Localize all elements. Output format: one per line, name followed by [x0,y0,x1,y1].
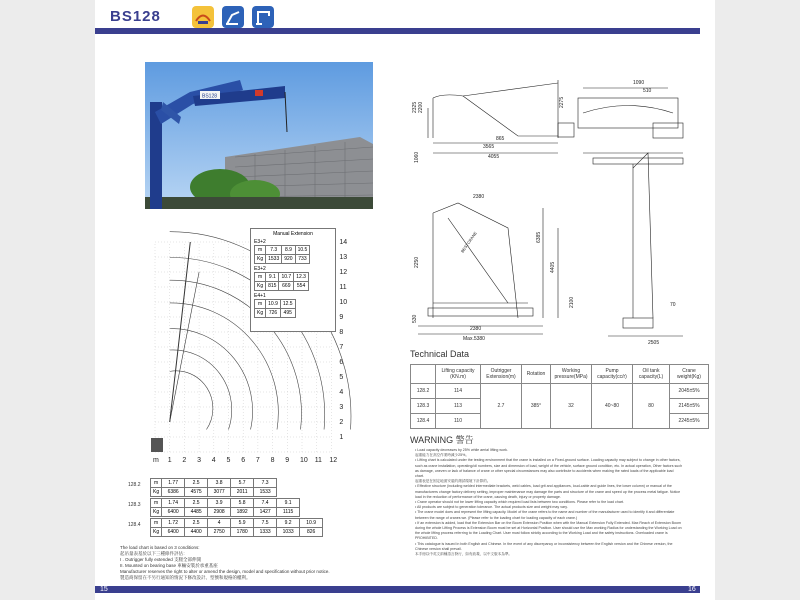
extension-table [254,299,296,318]
x-tick-label: 10 [300,457,308,464]
extension-table [254,272,309,291]
boom-brand-label: BESTCRANE [459,230,478,254]
x-tick-label: 1 [167,457,172,464]
x-tick-label: 4 [211,457,216,464]
load-cell: 7.3 [254,479,277,488]
note-line: 製造商保留在不另行通知的情況下修改設計、型號和規格的權利。 [120,575,251,580]
load-cell: 1333 [254,528,277,537]
dimension-label: 510 [643,88,652,94]
dimension-label: 2505 [648,340,660,346]
tech-pump-cell: 40~80 [592,384,633,429]
tech-weight-cell: 2245±5% [670,414,709,429]
x-tick-label: 12 [329,457,338,464]
warning-title: WARNING 警告 [410,435,474,445]
tech-row [411,384,709,399]
y-tick-label: 14 [339,239,348,246]
tech-header-cell: Working pressure(MPa) [551,365,592,384]
x-tick-label: 11 [314,457,322,464]
manual-extension-box [250,228,336,332]
x-tick-label: 6 [241,457,246,464]
load-cell: 3.9 [208,499,231,508]
y-tick-label: 5 [339,374,344,381]
technical-data-table [410,364,709,429]
extension-cell: 669 [279,282,294,291]
x-tick-label: 9 [285,457,290,464]
extension-cell: 12.3 [294,273,309,282]
load-cell: 5.7 [231,479,254,488]
extension-cell: 8.9 [282,246,295,255]
tech-header-cell: Outrigger Extension(m) [481,365,522,384]
y-tick-label: 2 [339,419,344,426]
tech-lift-cell: 114 [436,384,481,399]
extension-cell: 726 [266,309,281,318]
row-unit: m [151,519,162,528]
load-table-row [151,528,323,537]
load-cell: 2011 [231,488,254,497]
manual-extension-group [254,239,332,264]
load-cell: 10.9 [300,519,323,528]
load-cell: 1115 [277,508,300,517]
side-right-dims [648,302,676,346]
extension-row [255,300,296,309]
y-tick-label: 13 [339,254,348,261]
top-view-dims [412,80,652,163]
tech-weight-cell: 2045±5% [670,384,709,399]
y-tick-label: 8 [339,329,344,336]
load-cell: 1.74 [162,499,185,508]
load-table-row [151,488,277,497]
warning-line: • This catalogue is issued in both English and Chinese. In the event of any discrepancy or inconsistency between the English version and the Chinese version, the Chinese version shall prevail. [415,541,673,551]
tech-lift-cell: 110 [436,414,481,429]
note-line: II. Mounted on bearing base 車輛安裝於承重基座 [120,563,218,568]
tech-header-cell: Crane weight(Kg) [670,365,709,384]
load-cell: 1892 [231,508,254,517]
telescopic-boom-icon [252,6,274,28]
load-cell: 5.9 [231,519,254,528]
x-tick-label: 7 [255,457,260,464]
row-unit: m [255,300,266,309]
load-cell: 3.8 [208,479,231,488]
footer-bar [95,586,700,593]
warning-line: • The crane model does and represent the lifting capacity. Model of the crane refers to the name and number of the manufacturer used to identify it and differentiate between the range of cranes we. (Please refer to the loading chart for loading capacity of each crane.) [415,510,675,520]
model-title: BS128 [110,8,161,25]
load-cell: 7.5 [254,519,277,528]
extension-label: E4+1 [254,293,266,299]
load-cell: 5.8 [231,499,254,508]
tech-rotation-cell: 385° [522,384,551,429]
x-tick-label: 3 [197,457,202,464]
extension-cell: 1533 [266,255,282,264]
dimension-label: Max.5380 [463,336,485,342]
load-cell: 3077 [208,488,231,497]
load-table [150,498,300,517]
load-cell: 6386 [162,488,185,497]
boom-lift-icon [222,6,244,28]
load-cell: 4400 [185,528,208,537]
dimension-label: 2200 [418,101,424,113]
extension-cell: 7.3 [266,246,282,255]
row-unit: Kg [255,309,266,318]
tech-model-cell: 128.3 [411,399,436,414]
row-unit: Kg [151,528,162,537]
left-page-number: 15 [100,586,108,593]
load-table-model: 128.4 [128,522,141,528]
extension-row [255,255,310,264]
extension-cell: 733 [295,255,310,264]
warning-line: • Effective structure (including welded intermediate brackets, weld cables, load grit and appliances, loud-cable and guide lines, the lower column) or manual of the manufacturers change factory delivery setting, improper maintenance may damage the parts and structure of the crane and speed up the process metal fatigue. Notice load in the reduction of performance of the crane, causing death, injury or property damage. [415,484,681,499]
technical-data-title: Technical Data [410,349,470,359]
warning-text [415,448,683,557]
load-cell: 2908 [208,508,231,517]
load-cell: 1.72 [162,519,185,528]
extension-cell: 12.5 [280,300,295,309]
load-cell: 7.4 [254,499,277,508]
load-cell: 1.77 [162,479,185,488]
load-table-row [151,479,277,488]
extension-label: E3+2 [254,239,266,245]
tech-header-cell: Pump capacity(cc/r) [592,365,633,384]
dimension-label: 2275 [559,96,565,108]
load-cell: 9.1 [277,499,300,508]
svg-text:BS128: BS128 [202,93,218,100]
dimension-label: 1060 [414,151,420,163]
load-table-model: 128.2 [128,482,141,488]
load-cell: 1780 [231,528,254,537]
load-cell: 2750 [208,528,231,537]
note-line: The load chart is based on 3 conditions: [120,545,200,550]
reach-arc [170,371,213,430]
side-left-dims [412,194,575,342]
manual-extension-group [254,266,332,291]
load-cell: 6400 [162,528,185,537]
tech-outrigger-cell: 2.7 [481,384,522,429]
row-unit: m [151,499,162,508]
load-cell: 4575 [185,488,208,497]
reach-arc [170,329,253,430]
x-tick-label: 2 [182,457,187,464]
y-tick-label: 7 [339,344,344,351]
extension-cell: 10.5 [295,246,310,255]
tech-model-cell: 128.4 [411,414,436,429]
notes [120,545,380,581]
row-unit: Kg [255,282,266,291]
header-bar [95,28,700,34]
dimension-label: 2380 [473,194,485,200]
load-table-model: 128.3 [128,502,141,508]
dimension-label: 1090 [633,80,645,86]
note-line: Manufacturer reserves the right to alter or amend the design, model and specification without prior notice. [120,569,330,574]
tech-weight-cell: 2145±5% [670,399,709,414]
crane-base [151,438,163,452]
tech-pressure-cell: 32 [551,384,592,429]
y-tick-label: 12 [339,269,348,276]
dimension-label: 6385 [536,231,542,243]
tech-lift-cell: 113 [436,399,481,414]
row-unit: m [255,246,266,255]
rotating-crane-icon [192,6,214,28]
load-cell: 4485 [185,508,208,517]
dimension-label: 865 [496,136,505,142]
right-page-number: 16 [688,586,696,593]
dimension-label: 70 [670,302,676,308]
extension-cell: 495 [280,309,295,318]
dimension-label: 4055 [488,154,500,160]
load-cell: 4 [208,519,231,528]
extension-row [255,273,309,282]
manual-extension-groups [251,239,335,318]
extension-row [255,309,296,318]
x-tick-label: 8 [270,457,275,464]
extension-cell: 10.9 [266,300,281,309]
load-cell: 9.2 [277,519,300,528]
dimension-label: 2100 [569,296,575,308]
x-tick-label: 5 [226,457,231,464]
warning-line: 起重表是在固定地面安裝的測試環境下計算的。 [415,479,491,484]
dimension-label: 2325 [412,101,418,113]
load-table [150,478,277,497]
dimension-label: 4405 [550,261,556,273]
y-tick-label: 6 [339,359,344,366]
warning-line: 起重能力在高空作業時減少25%。 [415,453,469,458]
load-cell: 2.5 [185,479,208,488]
tech-header-cell [411,365,436,384]
y-tick-label: 11 [339,284,347,291]
row-unit: Kg [255,255,266,264]
load-table [150,518,323,537]
load-table-row [151,499,300,508]
tech-header-cell: Lifting capacity (KN.m) [436,365,481,384]
extension-row [255,246,310,255]
y-tick-label: 3 [339,404,344,411]
extension-table [254,245,310,264]
y-tick-label: 4 [339,389,344,396]
technical-drawings [408,68,698,348]
manual-extension-title: Manual Extension [273,231,313,237]
extension-row [255,282,309,291]
row-unit: Kg [151,508,162,517]
warning-line: • Load capacity decreases by 25% while aerial lifting work. [415,448,508,452]
row-unit: Kg [151,488,162,497]
x-tick-label: m [153,457,159,464]
crane-photo [145,62,373,209]
load-cell: 2.5 [185,499,208,508]
load-cell: 1427 [254,508,277,517]
load-cell: 2.5 [185,519,208,528]
extension-cell: 554 [294,282,309,291]
load-cell: 6400 [162,508,185,517]
load-cell: 1533 [254,488,277,497]
tech-oil-cell: 80 [633,384,670,429]
note-line: 起吊量表基於以下三種條件評估： [120,551,188,556]
load-table-row [151,519,323,528]
load-cell: 1033 [277,528,300,537]
side-view-left-drawing [418,203,558,334]
warning-line: • Lifting chart is calculated under the testing environment that the crane is installed on a Fixed-ground surface. Loading capacity may subject to change in other factors, such as crane installation, operating/oil numbers, size and dimension of load, weight of the vehicle, surface ground condition, etc. In actual operation, Other factors such as damage, uneven or lack of balance of crane or other special circumstances may also contribute to accidents when making the rated loads of the applicable load chart. [415,458,683,479]
dimension-label: 2380 [470,326,482,332]
tech-header-row [411,365,709,384]
extension-cell: 815 [266,282,279,291]
row-unit: m [255,273,266,282]
extension-cell: 10.7 [279,273,294,282]
extension-label: E3+2 [254,266,266,272]
warning-line: 本手冊以中英文兩種語言發行，如有歧義，以中文版本為準。 [415,552,513,557]
load-cell: 826 [300,528,323,537]
dimension-label: 530 [412,314,418,323]
side-view-right-drawing [593,153,683,336]
y-tick-label: 10 [339,299,348,306]
extension-cell: 9.1 [266,273,279,282]
row-unit: m [151,479,162,488]
tech-header-cell: Rotation [522,365,551,384]
warning-line: • All products are subject to generation tolerance. The actual products size and weight may vary. [415,505,568,510]
tech-header-cell: Oil tank capacity(L) [633,365,670,384]
load-table-row [151,508,300,517]
extension-cell: 920 [282,255,295,264]
dimension-label: 2250 [414,256,420,268]
manual-extension-group [254,293,332,318]
tech-model-cell: 128.2 [411,384,436,399]
y-tick-label: 9 [339,314,344,321]
note-line: I . Outrigger fully extended 支腿全部伸開 [120,557,202,562]
y-tick-label: 1 [339,434,344,441]
warning-line: • If an extension is added, load that the Extension Bar on the Boom Extension Position when with the Manual Extension Fully Extended. Max Reach of Extension Boom during the whole Lifting Process is Extension Boom must be set at Horizontal Position. User should use the Max working Radius for understanding the Working Load on the whole lifting process referring to the Loading Chart. User must follow strictly according to the Working Load and the safety instructions. Overloaded crane is PROHIBITED. [415,520,682,541]
dimension-label: 3565 [483,144,495,150]
warning-line: • Crane operator should not be lower lifting capacity which required load lists between two conditions. Please refer to the load chart. [415,500,625,505]
